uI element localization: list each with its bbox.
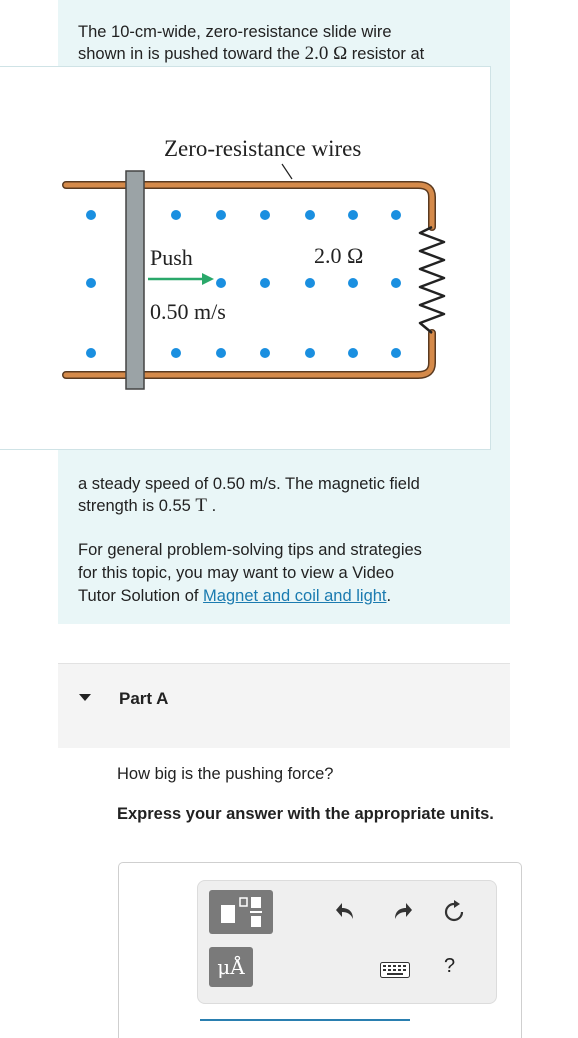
intro-line-1: The 10-cm-wide, zero-resistance slide wire — [78, 23, 392, 41]
redo-icon[interactable] — [392, 900, 412, 922]
label-pointer — [282, 164, 292, 179]
cont-line-2-post: . — [207, 497, 217, 515]
templates-icon — [209, 890, 273, 934]
field-dot — [216, 278, 226, 288]
keyboard-icon[interactable] — [380, 962, 410, 978]
label-resistance: 2.0 Ω — [314, 243, 364, 268]
field-dot — [348, 278, 358, 288]
help-button[interactable]: ? — [444, 955, 456, 977]
units-button-label: μÅ — [217, 955, 245, 979]
cont-line-2 — [78, 495, 498, 517]
label-push: Push — [150, 245, 193, 270]
field-unit: T — [195, 495, 208, 516]
units-button[interactable] — [209, 947, 253, 987]
field-dot — [171, 348, 181, 358]
cont-line-1: a steady speed of 0.50 m/s. The magnetic field — [78, 475, 420, 493]
field-dot — [305, 348, 315, 358]
push-arrow-icon — [202, 273, 214, 285]
field-dot — [86, 210, 96, 220]
bottom-wire — [66, 333, 432, 375]
field-dot — [348, 348, 358, 358]
tips-line-3 — [78, 585, 498, 607]
field-dot — [216, 348, 226, 358]
tips-line-3-pre: Tutor Solution of — [78, 587, 204, 605]
instruction-text: Express your answer with the appropriate units. — [117, 805, 494, 823]
templates-button[interactable] — [209, 890, 273, 934]
field-dot — [391, 348, 401, 358]
bottom-wire-outline — [66, 333, 432, 375]
part-a-label[interactable]: Part A — [119, 689, 169, 708]
resistor-value: 2.0 Ω — [304, 43, 348, 64]
video-tutor-link[interactable]: Magnet and coil and light — [203, 587, 387, 605]
field-dot — [260, 210, 270, 220]
undo-icon[interactable] — [336, 900, 356, 922]
tips-line-2: for this topic, you may want to view a Video — [78, 564, 395, 582]
field-dot — [86, 348, 96, 358]
field-dot — [86, 278, 96, 288]
top-wire-outline — [66, 185, 432, 227]
intro-line-2-pre: shown in is pushed toward the — [78, 45, 305, 63]
field-dot — [260, 278, 270, 288]
field-dot — [260, 348, 270, 358]
field-dot — [391, 210, 401, 220]
reset-icon[interactable] — [442, 900, 466, 924]
circuit-figure — [0, 66, 491, 450]
circuit-diagram — [0, 67, 490, 449]
field-dot — [305, 278, 315, 288]
label-zero-resistance-wires: Zero-resistance wires — [164, 136, 362, 161]
cont-line-2-pre: strength is 0.55 — [78, 497, 196, 515]
resistor — [420, 227, 444, 333]
field-dot — [305, 210, 315, 220]
tips-line-1: For general problem-solving tips and strategies — [78, 541, 422, 559]
question-text: How big is the pushing force? — [117, 765, 334, 783]
intro-line-2 — [78, 43, 498, 65]
field-dot — [216, 210, 226, 220]
tips-line-3-post: . — [386, 587, 392, 605]
intro-line-2-post: resistor at — [347, 45, 425, 63]
field-dot — [348, 210, 358, 220]
slide-wire — [126, 171, 144, 389]
caret-down-icon[interactable] — [79, 694, 91, 701]
field-dot — [171, 210, 181, 220]
top-wire — [66, 185, 432, 227]
answer-input[interactable] — [200, 1019, 410, 1021]
field-dot — [391, 278, 401, 288]
label-speed: 0.50 m/s — [150, 299, 226, 324]
